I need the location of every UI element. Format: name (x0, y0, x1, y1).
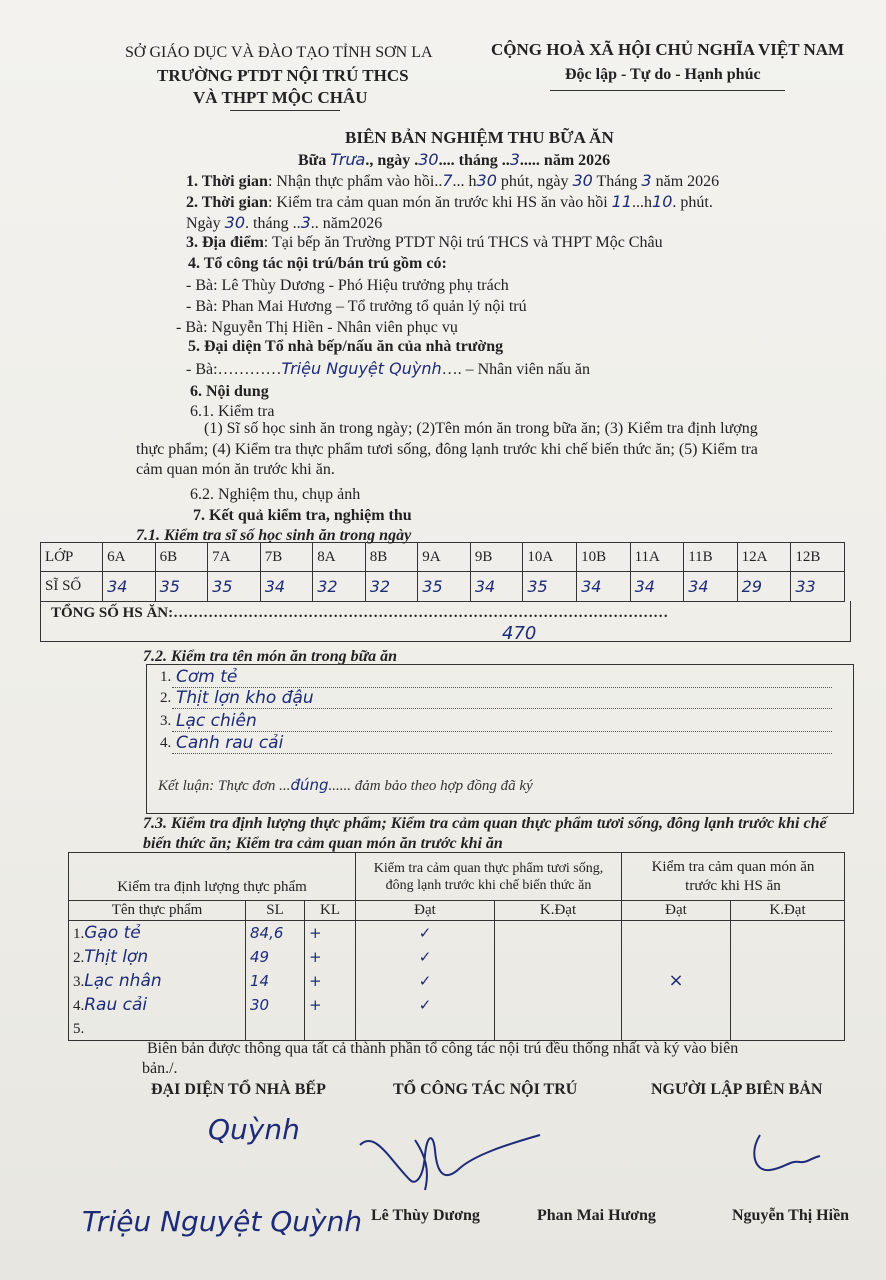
school-name-line2: VÀ THPT MỘC CHÂU (193, 88, 368, 107)
s2-month: 3 (300, 213, 311, 232)
col-pass: Đạt (356, 901, 495, 921)
day-label: ., ngày . (365, 152, 419, 169)
count-cell: 32 (365, 572, 418, 602)
checklist-line3: cảm quan món ăn trước khi ăn. (136, 461, 335, 478)
food-name: Thịt lợn (84, 946, 149, 967)
food-num: 2. (73, 949, 85, 966)
closing-line2: bản./. (142, 1060, 178, 1077)
s1-minute: 30 (476, 171, 497, 190)
month-label: .... tháng .. (438, 152, 510, 169)
food-pass-cell: ✓ (356, 945, 495, 969)
header-divider-right (550, 90, 785, 91)
s1-text-c: phút, ngày (496, 173, 573, 190)
kitchen-rep-title: ĐẠI DIỆN TỔ NHÀ BẾP (151, 1081, 326, 1098)
food-kl-cell: + (305, 921, 356, 945)
h-dish (622, 853, 845, 901)
dish-name: Cơm tẻ (176, 667, 238, 687)
count-row (41, 572, 845, 602)
food-kl-cell: + (305, 993, 356, 1017)
h-fresh-l1: Kiểm tra cảm quan thực phẩm tươi sống, (373, 860, 604, 876)
section-7-1-title: 7.1. Kiểm tra sĩ số học sinh ăn trong ngày (136, 527, 412, 544)
s2-line2-c: .. năm2026 (310, 215, 383, 232)
count-cell: 34 (630, 572, 684, 602)
food-pass-cell (356, 1017, 495, 1041)
committee-member-3: - Bà: Nguyễn Thị Hiền - Nhân viên phục vụ (176, 319, 458, 336)
food-pass-cell: ✓ (356, 993, 495, 1017)
class-cell: 12B (791, 543, 845, 572)
s2-day: 30 (224, 213, 246, 232)
meal-name: Trưa (330, 150, 366, 169)
kitchen-rep-handwritten-name: Triệu Nguyệt Quỳnh (82, 1205, 363, 1238)
col-fail: K.Đạt (495, 901, 622, 921)
section-7-3-title-1: 7.3. Kiểm tra định lượng thực phẩm; Kiểm tra cảm quan thực phẩm tươi sống, đông lạnh trước khi chế (143, 815, 827, 832)
dish-name: Thịt lợn kho đậu (176, 688, 314, 708)
count-row-label: SĨ SỐ (41, 572, 103, 602)
class-cell: 8A (313, 543, 366, 572)
food-fail-cell (495, 921, 622, 945)
food-fail-cell (495, 993, 622, 1017)
s2-minute: 10 (652, 192, 673, 211)
s2-text-c: . phút. (672, 194, 713, 211)
dish-rule (172, 753, 832, 754)
s5-prefix: - Bà:………… (186, 361, 282, 378)
meal-prefix: Bữa (298, 152, 327, 169)
s3-text: : Tại bếp ăn Trường PTDT Nội trú THCS và THPT Mộc Châu (263, 234, 663, 251)
dish-check-fail-cell (731, 921, 845, 1041)
class-cell: 7B (260, 543, 313, 572)
dish-rule (172, 708, 832, 709)
s1-month: 3 (641, 171, 652, 190)
col-sl: SL (246, 901, 305, 921)
kitchen-rep (186, 359, 590, 379)
class-row-label: LỚP (41, 543, 103, 572)
section-6-label: 6. Nội dung (190, 383, 269, 400)
count-cell: 34 (470, 572, 523, 602)
h-dish-l2: trước khi HS ăn (685, 877, 781, 894)
s2-line2-a: Ngày (186, 215, 225, 232)
checklist-line1: (1) Sĩ số học sinh ăn trong ngày; (2)Tên món ăn trong bữa ăn; (3) Kiểm tra định lượng (204, 420, 758, 437)
food-pass-cell: ✓ (356, 921, 495, 945)
committee-title: TỔ CÔNG TÁC NỘI TRÚ (393, 1081, 578, 1098)
s2-text-a: : Kiểm tra cảm quan món ăn trước khi HS ăn vào hồi (267, 194, 612, 211)
total-value: 470 (502, 623, 537, 644)
writer-title: NGƯỜI LẬP BIÊN BẢN (651, 1081, 823, 1098)
food-name-cell (69, 993, 246, 1017)
section-4-label: 4. Tổ công tác nội trú/bán trú gồm có: (188, 255, 447, 272)
dept-name: SỞ GIÁO DỤC VÀ ĐÀO TẠO TỈNH SƠN LA (125, 44, 433, 61)
food-num: 5. (73, 1021, 85, 1038)
count-cell: 34 (684, 572, 737, 602)
class-cell: 7A (208, 543, 261, 572)
writer-signature (745, 1130, 825, 1180)
s2-label: 2. Thời gian (186, 194, 268, 211)
dish-name: Lạc chiên (176, 711, 257, 731)
food-fail-cell (495, 969, 622, 993)
kitchen-rep-name: Triệu Nguyệt Quỳnh (281, 359, 442, 378)
class-cell: 6A (103, 543, 156, 572)
food-name-cell (69, 945, 246, 969)
s1-text-d: Tháng (592, 173, 642, 190)
section-6-1: 6.1. Kiểm tra (190, 403, 275, 420)
section-5-label: 5. Đại diện Tổ nhà bếp/nấu ăn của nhà trường (188, 338, 504, 355)
document-title: BIÊN BẢN NGHIỆM THU BỮA ĂN (345, 128, 614, 147)
class-cell: 10B (577, 543, 631, 572)
committee-signature (355, 1120, 545, 1200)
food-kl-cell: + (305, 969, 356, 993)
committee-member-2: - Bà: Phan Mai Hương – Tổ trưởng tổ quản lý nội trú (186, 298, 527, 315)
committee-member-1: - Bà: Lê Thùy Dương - Phó Hiệu trưởng phụ trách (186, 277, 509, 294)
count-cell: 35 (208, 572, 261, 602)
s2-line2-b: . tháng .. (245, 215, 301, 232)
count-cell: 33 (791, 572, 845, 602)
signer-2-name: Lê Thùy Dương (371, 1207, 480, 1224)
motto: Độc lập - Tự do - Hạnh phúc (565, 66, 761, 83)
food-sl-cell: 30 (246, 993, 305, 1017)
section-7-3-title-2: biến thức ăn; Kiểm tra cảm quan món ăn trước khi ăn (143, 835, 503, 852)
s3-label: 3. Địa điểm (186, 234, 264, 251)
class-cell: 10A (523, 543, 577, 572)
class-cell: 9A (418, 543, 471, 572)
h-quant: Kiểm tra định lượng thực phẩm (69, 853, 356, 901)
food-fail-cell (495, 945, 622, 969)
s1-hour: 7 (442, 171, 453, 190)
col-pass2: Đạt (622, 901, 731, 921)
conclusion-value: đúng (290, 776, 329, 794)
class-cell: 9B (470, 543, 523, 572)
section-2-line2 (186, 213, 382, 233)
kitchen-signature: Quỳnh (208, 1113, 300, 1146)
school-name-line1: TRƯỜNG PTDT NỘI TRÚ THCS (157, 66, 409, 85)
count-cell: 34 (260, 572, 313, 602)
conclusion-prefix: Kết luận: Thực đơn ... (158, 778, 291, 794)
quality-table (68, 852, 845, 1041)
col-kl: KL (305, 901, 356, 921)
quality-head-row (69, 853, 845, 901)
menu-conclusion (158, 776, 533, 795)
food-num: 1. (73, 925, 85, 942)
dish-name: Canh rau cải (176, 733, 284, 753)
class-cell: 6B (155, 543, 208, 572)
meal-month: 3 (509, 150, 520, 169)
food-num: 4. (73, 997, 85, 1014)
s1-day: 30 (572, 171, 593, 190)
section-6-2: 6.2. Nghiệm thu, chụp ảnh (190, 486, 361, 503)
s1-text-a: : Nhận thực phẩm vào hồi.. (267, 173, 443, 190)
count-cell: 32 (313, 572, 366, 602)
count-cell: 34 (103, 572, 156, 602)
signer-4-name: Nguyễn Thị Hiền (732, 1207, 850, 1224)
food-row (69, 921, 845, 945)
s5-suffix: …. – Nhân viên nấu ăn (441, 361, 590, 378)
food-name-cell (69, 969, 246, 993)
food-sl-cell: 49 (246, 945, 305, 969)
closing-line1: Biên bản được thông qua tất cả thành phần tổ công tác nội trú đều thống nhất và ký vào biên (147, 1040, 739, 1057)
meal-day: 30 (418, 150, 439, 169)
h-dish-l1: Kiểm tra cảm quan món ăn (651, 858, 815, 875)
food-name: Lạc nhân (84, 970, 162, 991)
food-name: Gạo tẻ (84, 922, 141, 943)
dish-number: 3. (160, 713, 172, 729)
header-divider-left (230, 110, 340, 111)
section-7-label: 7. Kết quả kiểm tra, nghiệm thu (193, 507, 412, 524)
year-label: ..... năm 2026 (519, 152, 611, 169)
section-3 (186, 234, 663, 252)
republic-title: CỘNG HOÀ XÃ HỘI CHỦ NGHĨA VIỆT NAM (491, 40, 845, 59)
dish-number: 2. (160, 690, 172, 706)
food-num: 3. (73, 973, 85, 990)
s1-text-e: năm 2026 (651, 173, 720, 190)
h-fresh (356, 853, 622, 901)
food-sl-cell: 84,6 (246, 921, 305, 945)
class-cell: 12A (737, 543, 791, 572)
food-name-cell (69, 921, 246, 945)
total-label: TỔNG SỐ HS ĂN:……………………………………………………………………………………… (51, 605, 669, 621)
s2-hour: 11 (611, 192, 633, 211)
quality-subhead-row (69, 901, 845, 921)
dish-rule (172, 731, 832, 732)
col-food: Tên thực phẩm (69, 901, 246, 921)
h-fresh-l2: đông lạnh trước khi chế biến thức ăn (385, 877, 592, 893)
food-fail-cell (495, 1017, 622, 1041)
meal-line (298, 150, 610, 170)
class-cell: 8B (365, 543, 418, 572)
food-sl-cell (246, 1017, 305, 1041)
conclusion-suffix: ...... đảm bảo theo hợp đồng đã ký (328, 778, 533, 794)
class-cell: 11A (630, 543, 684, 572)
checklist-line2: thực phẩm; (4) Kiểm tra thực phẩm tươi sống, đông lạnh trước khi chế biến thức ăn; (5) Kiểm tra (136, 441, 758, 458)
section-1 (186, 171, 719, 191)
food-name-cell (69, 1017, 246, 1041)
dish-number: 1. (160, 669, 172, 685)
food-kl-cell: + (305, 945, 356, 969)
col-fail2: K.Đạt (731, 901, 845, 921)
section-2 (186, 192, 713, 212)
count-cell: 35 (155, 572, 208, 602)
s1-label: 1. Thời gian (186, 173, 268, 190)
count-cell: 34 (577, 572, 631, 602)
food-pass-cell: ✓ (356, 969, 495, 993)
signer-3-name: Phan Mai Hương (537, 1207, 656, 1224)
attendance-table (40, 542, 845, 602)
class-cell: 11B (684, 543, 737, 572)
food-kl-cell (305, 1017, 356, 1041)
food-rows (69, 921, 845, 1041)
s2-text-b: ...h (632, 194, 653, 211)
food-sl-cell: 14 (246, 969, 305, 993)
count-cell: 35 (418, 572, 471, 602)
count-cell: 35 (523, 572, 577, 602)
class-row (41, 543, 845, 572)
s1-text-b: ... h (452, 173, 477, 190)
food-name: Rau cải (84, 994, 148, 1015)
dish-number: 4. (160, 735, 172, 751)
count-cell: 29 (737, 572, 791, 602)
dish-check-pass-cell: × (622, 921, 731, 1041)
section-7-2-title: 7.2. Kiểm tra tên món ăn trong bữa ăn (143, 648, 398, 665)
